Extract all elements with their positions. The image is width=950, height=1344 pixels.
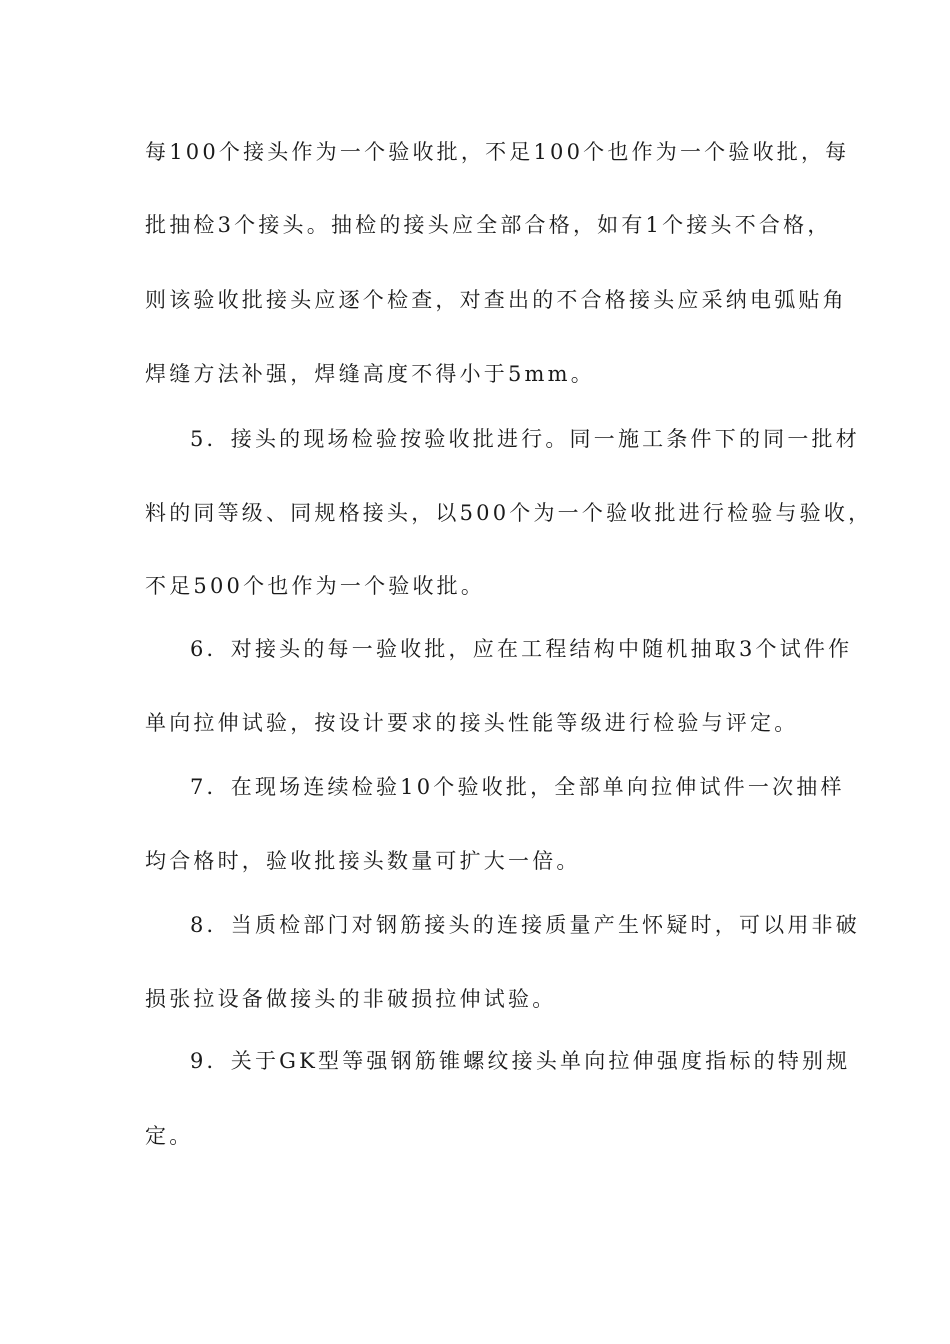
paragraph-line: 焊缝方法补强，焊缝高度不得小于5mm。 bbox=[145, 362, 595, 386]
paragraph-line: 每100个接头作为一个验收批，不足100个也作为一个验收批，每 bbox=[145, 140, 850, 164]
paragraph-line: 8．当质检部门对钢筋接头的连接质量产生怀疑时，可以用非破 bbox=[190, 913, 860, 937]
paragraph-line: 则该验收批接头应逐个检查，对查出的不合格接头应采纳电弧贴角 bbox=[145, 288, 847, 312]
paragraph-line: 单向拉伸试验，按设计要求的接头性能等级进行检验与评定。 bbox=[145, 711, 799, 735]
paragraph-line: 定。 bbox=[145, 1124, 194, 1148]
paragraph-line: 6．对接头的每一验收批，应在工程结构中随机抽取3个试件作 bbox=[190, 637, 853, 661]
paragraph-line: 损张拉设备做接头的非破损拉伸试验。 bbox=[145, 987, 557, 1011]
paragraph-line: 均合格时，验收批接头数量可扩大一倍。 bbox=[145, 849, 581, 873]
paragraph-line: 9．关于GK型等强钢筋锥螺纹接头单向拉伸强度指标的特别规 bbox=[190, 1049, 851, 1073]
paragraph-line: 料的同等级、同规格接头，以500个为一个验收批进行检验与验收， bbox=[145, 501, 873, 525]
paragraph-line: 7．在现场连续检验10个验收批，全部单向拉伸试件一次抽样 bbox=[190, 775, 845, 799]
paragraph-line: 5．接头的现场检验按验收批进行。同一施工条件下的同一批材 bbox=[190, 427, 860, 451]
paragraph-line: 不足500个也作为一个验收批。 bbox=[145, 574, 486, 598]
paragraph-line: 批抽检3个接头。抽检的接头应全部合格，如有1个接头不合格， bbox=[145, 213, 832, 237]
